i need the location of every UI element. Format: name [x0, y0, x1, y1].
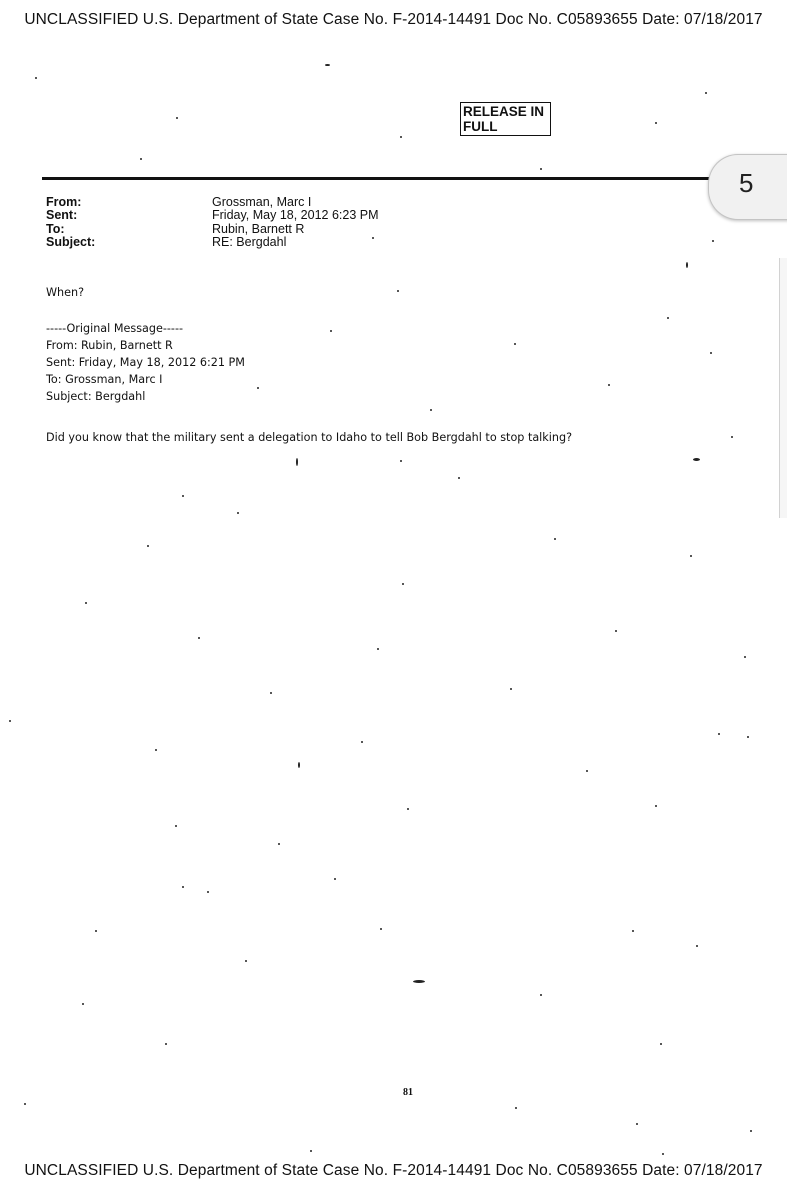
stamp-line-2: FULL — [463, 119, 498, 134]
speck — [458, 477, 460, 479]
speck — [655, 805, 657, 807]
page-number-tab[interactable] — [708, 154, 787, 220]
speck — [176, 117, 178, 119]
speck — [554, 538, 556, 540]
speck — [198, 637, 200, 639]
speck — [372, 237, 374, 239]
speck — [182, 886, 184, 888]
speck — [413, 980, 425, 983]
sent-label: Sent: — [46, 208, 78, 222]
speck — [710, 352, 712, 354]
subject-value: RE: Bergdahl — [212, 235, 287, 249]
speck — [430, 409, 432, 411]
speck — [747, 736, 749, 738]
page-tab-number: 5 — [739, 168, 754, 198]
speck — [667, 317, 669, 319]
speck — [330, 330, 332, 332]
speck — [155, 749, 157, 751]
speck — [655, 122, 657, 124]
original-sent-line: Sent: Friday, May 18, 2012 6:21 PM — [46, 356, 245, 369]
speck — [165, 1043, 167, 1045]
header-divider — [42, 177, 718, 180]
speck — [750, 1130, 752, 1132]
speck — [540, 994, 542, 996]
bottom-classification-banner: UNCLASSIFIED U.S. Department of State Case No. F-2014-14491 Doc No. C05893655 Date: 07/18/2017 — [24, 1162, 763, 1179]
speck — [175, 825, 177, 827]
speck — [380, 928, 382, 930]
speck — [82, 1003, 84, 1005]
speck — [400, 460, 402, 462]
speck — [608, 384, 610, 386]
original-subject-line: Subject: Bergdahl — [46, 390, 146, 403]
subject-label: Subject: — [46, 235, 96, 249]
speck — [402, 583, 404, 585]
reply-body: When? — [46, 286, 85, 299]
speck — [207, 891, 209, 893]
from-label: From: — [46, 195, 82, 209]
speck — [278, 843, 280, 845]
speck — [361, 741, 363, 743]
speck — [377, 648, 379, 650]
original-from-line: From: Rubin, Barnett R — [46, 339, 173, 352]
top-classification-banner: UNCLASSIFIED U.S. Department of State Case No. F-2014-14491 Doc No. C05893655 Date: 07/18/2017 — [24, 11, 763, 28]
speck — [147, 545, 149, 547]
speck — [397, 290, 399, 292]
speck — [85, 602, 87, 604]
stamp-line-1: RELEASE IN — [463, 104, 545, 119]
original-to-line: To: Grossman, Marc I — [46, 373, 163, 386]
speck — [182, 495, 184, 497]
from-value: Grossman, Marc I — [212, 195, 312, 209]
speck — [334, 878, 336, 880]
page-number: 81 — [403, 1087, 413, 1098]
speck — [540, 168, 542, 170]
speck — [257, 387, 259, 389]
speck — [615, 630, 617, 632]
speck — [744, 656, 746, 658]
scrollbar[interactable] — [779, 258, 787, 518]
speck — [35, 77, 37, 79]
speck — [515, 1107, 517, 1109]
speck — [310, 1150, 312, 1152]
speck — [400, 136, 402, 138]
speck — [514, 343, 516, 345]
speck — [9, 720, 11, 722]
speck — [718, 733, 720, 735]
speck — [632, 930, 634, 932]
to-label: To: — [46, 222, 65, 236]
original-message-body: Did you know that the military sent a delegation to Idaho to tell Bob Bergdahl to stop talking? — [46, 431, 573, 444]
speck — [140, 158, 142, 160]
speck — [686, 262, 688, 268]
speck — [296, 458, 298, 466]
speck — [24, 1103, 26, 1105]
sent-value: Friday, May 18, 2012 6:23 PM — [212, 208, 379, 222]
to-value: Rubin, Barnett R — [212, 222, 305, 236]
speck — [237, 512, 239, 514]
speck — [298, 762, 300, 768]
speck — [325, 64, 330, 66]
speck — [407, 808, 409, 810]
original-message-separator: -----Original Message----- — [46, 322, 184, 335]
speck — [245, 960, 247, 962]
speck — [636, 1123, 638, 1125]
speck — [690, 555, 692, 557]
speck — [660, 1043, 662, 1045]
speck — [731, 436, 733, 438]
speck — [95, 930, 97, 932]
speck — [662, 1153, 664, 1155]
speck — [270, 692, 272, 694]
speck — [586, 770, 588, 772]
speck — [696, 945, 698, 947]
speck — [705, 92, 707, 94]
speck — [712, 240, 714, 242]
release-stamp — [460, 102, 551, 136]
speck — [693, 458, 700, 461]
speck — [510, 688, 512, 690]
